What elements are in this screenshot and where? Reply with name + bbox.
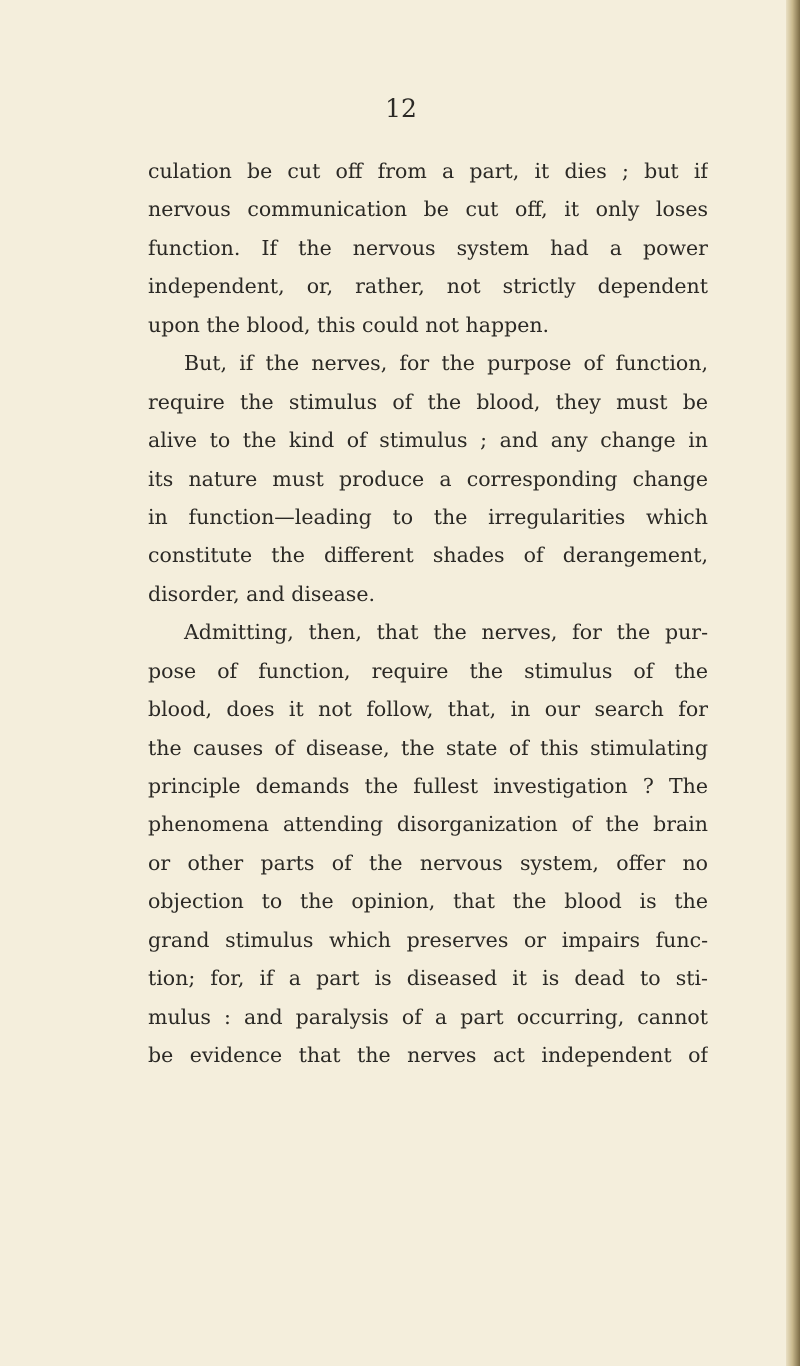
text-line: tion; for, if a part is diseased it is dead to sti-: [148, 966, 708, 991]
text-line: be evidence that the nerves act independent of: [148, 1043, 708, 1068]
text-line: upon the blood, this could not happen.: [148, 312, 550, 337]
text-line: disorder, and disease.: [148, 581, 375, 606]
text-line: But, if the nerves, for the purpose of function,: [184, 351, 708, 376]
page-edge-shadow: [786, 0, 800, 1366]
text-line: the causes of disease, the state of this stimulating: [148, 735, 708, 760]
text-line: independent, or, rather, not strictly dependent: [148, 274, 708, 299]
text-line: require the stimulus of the blood, they must be: [148, 389, 708, 414]
text-line: grand stimulus which preserves or impairs func-: [148, 927, 708, 952]
text-line: function. If the nervous system had a power: [148, 235, 708, 260]
text-line: pose of function, require the stimulus of the: [148, 658, 708, 683]
text-line: Admitting, then, that the nerves, for the pur-: [184, 620, 708, 645]
text-line: objection to the opinion, that the blood is the: [148, 889, 708, 914]
text-line: alive to the kind of stimulus ; and any change in: [148, 428, 708, 453]
text-line: or other parts of the nervous system, offer no: [148, 850, 708, 875]
text-line: blood, does it not follow, that, in our search for: [148, 697, 708, 722]
text-line: its nature must produce a corresponding change: [148, 466, 708, 491]
text-line: principle demands the fullest investigation ? The: [148, 774, 708, 798]
text-line: mulus : and paralysis of a part occurring, cannot: [148, 1004, 708, 1029]
text-line: nervous communication be cut off, it only loses: [148, 197, 708, 222]
body-text: [148, 152, 708, 1075]
text-line: in function—leading to the irregularities which: [148, 504, 708, 529]
text-line: culation be cut off from a part, it dies ; but if: [148, 159, 708, 183]
text-line: phenomena attending disorganization of the brain: [148, 812, 708, 837]
text-line: constitute the different shades of derangement,: [148, 543, 708, 568]
page-number: 12: [385, 94, 417, 123]
